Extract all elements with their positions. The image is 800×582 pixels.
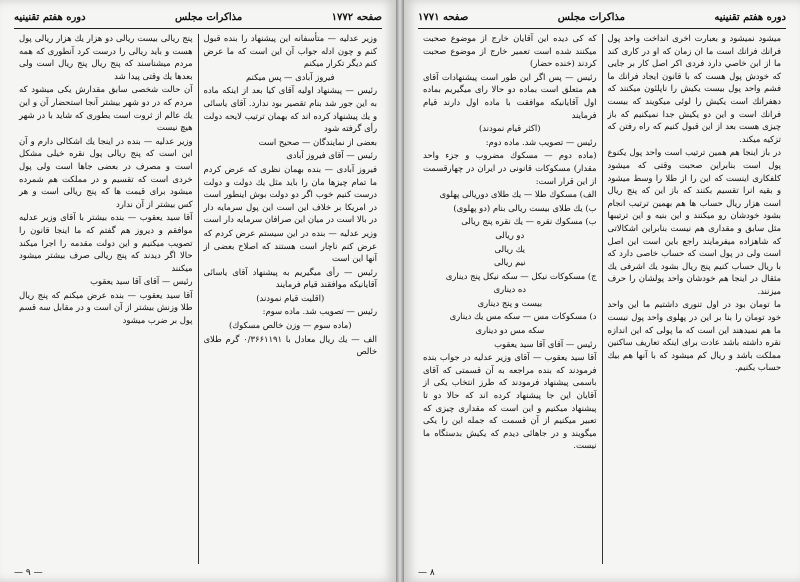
paragraph: رئيس — پس اگر اين طور است پيشنهادات آقاى هم متعلق است بماده دو حالا راى ميگيريم بماده اول آقايانيكه موافقت با ماده اول دارند قيام فرمايند (423, 71, 597, 120)
book-gutter (396, 0, 404, 582)
paragraph: رئيس — آقاى آقا سيد يعقوب (494, 338, 597, 349)
paragraph: آقا سيد يعقوب — بنده عرض ميكنم كه پنج ريال طلا وزنش بيشتر از آن است و در مقابل سه قسم پول بر ضرب ميشود (19, 289, 193, 326)
list-item: ب) مسكوك نقره — يك نقره پنج ريالى (461, 216, 597, 227)
right-col-right (603, 32, 787, 566)
page-footer-number: — ۹ — (14, 568, 43, 578)
paragraph: در باز اينجا هم همين ترتيب است واحد پول يكنوع پول است بنابراين صحبت وقتى كه ميشود كلفكارى اينست كه اين را از طلا را وسط میشود و بقیه انرا تقسيم بكنند كه باز اين كه پنج ريال است هزار ريال حساب ها هم بهمين ترتيب انجام بشود خودشان رو ميكنند و اين بنيه و اين ترتيبها مثل سابق و مقدارى هم نيست بنابراين اشكالاتى كه شاهزاده ميفرمايند راجع باين است اين اصل است ولى در پول است كه حساب خاصى دارد كه با ريال حساب كنيم پنج ريال بشود يك اشرفى يك مثقال در اينجا هم خودشان واحد پولشان را حرف ميزنند. (607, 147, 781, 296)
left-page-footer (14, 568, 382, 578)
paragraph: وزير عدليه — بنده در اين سيستم عرض كردم كه عرض كنم ناچار است هستند كه اصلاح بعضى از آنها اين است (203, 227, 377, 264)
left-col-right (199, 32, 383, 566)
page-number: صفحه ۱۷۷۲ (331, 11, 382, 23)
right-page-columns (418, 32, 786, 566)
list-item: سكه مس دو دينارى (475, 325, 545, 336)
header-rule (14, 28, 382, 29)
right-col-left (418, 32, 602, 566)
list-item: يك ريالى (494, 243, 525, 254)
paragraph: بعضى از نمايندگان — صحيح است (258, 136, 377, 147)
paragraph: كه كى ديده اين آقايان خارج از موضوع صحبت ميكنند شده است تعمير خارج از موضوع صحبت كردند (خنده حضار) (423, 33, 597, 69)
paragraph: آن حالت شخصى سابق مقدارش يكى ميشود كه مردم كه در دو شهر بيشتر آنجا استحضار آن و اين يك عالم از ثروت است بطوری كه شايد با در شهر هيچ نيست (19, 84, 193, 133)
list-item: د) مسكوكات مس — سكه مس يك دينارى (449, 311, 597, 322)
paragraph: فيروز آبادى — بنده بهمان نظرى كه عرض كردم ما تمام چيزها مان را بايد مثل يك دولت و دولت درست كنيم خوب اگر دو دولت بوش اينطور است در امريكا بر خلاف اين است اين پول سرمايه دار در بالا است در ميان اين صرافان سرمايه دار است (203, 163, 377, 225)
paragraph: وزير عدليه — بنده در اينجا يك اشكالى دارم و آن اين است كه پنج ريالى پول نقره خيلى مشكل است و مصرف در بعضى جاها است ولى پول خردى است كه تقسيم و در مملكت هم شمرده ميشود براى قيمت ها كه پنج ريالى است و هر كس بيشتر از آن ندارد (19, 135, 193, 209)
session-label: دوره هفتم تقنینیه (714, 11, 786, 23)
paragraph: آقا سيد يعقوب — بنده بيشتر با آقاى وزير عدليه موافقم و ديروز هم گفتم كه ما اينجا قانون را تصويب ميكنيم و اين دولت مقدمه را اجرا ميكند حالا اگر ديدند كه پنج ريالى صرف بيشتر ميشود ميكنند (19, 212, 193, 273)
paragraph: رئيس — رأى ميگيريم به پيشنهاد آقاى ياسائى آقايانيكه موافقند قيام فرمايند (203, 266, 377, 290)
list-item: ب) يك طلاى بيست ريالى بنام (دو پهلوى) (453, 202, 597, 213)
right-page-header (418, 8, 786, 26)
page-title: مذاكرات مجلس (175, 11, 243, 23)
right-page (404, 0, 800, 582)
session-label: دوره هفتم تقنینیه (14, 11, 86, 23)
paragraph: فيروز آبادى — پس ميكنم (245, 71, 335, 82)
left-page (0, 0, 396, 582)
list-item: ج) مسكوكات نيكل — سكه نيكل پنج دينارى (445, 270, 597, 281)
right-page-footer (418, 568, 786, 578)
paragraph: ما تومان بود در اول تنورى داشتيم ما اين واحد خود تومان را بنا بر اين در پهلوى واحد پول نيست ما هم نميدهند اين است كه ما پولى كه اين اندازه نقره داشته باشد عادت براى اينكه تعاريف ساكنين مملكت باشد و ريال كم ميشود كه با آنها هم بيك حساب بكنيم. (607, 299, 781, 373)
paragraph: میشود نمیشود و بعبارت اخرى انداخت واحد پول فرانك فرانك است ما ان زمان كه او در كارى كند ما از ابن خاصي دارد فردى اكر اصل كار بر جايى كه خودش پول هست كه با قانون ايجاد فرانك ما فشم واحد پول بيست يكيش را ناپلئون میكنند كه دهفرانك است يكيش را لوئى میكويند كه بيست فرانك است و اين دو يكيش جدا نميكنيم كه باز چيزى هست بعد از اين قبول كنيم كه راه رفتن كه تزكيه ميكند. (607, 33, 781, 144)
paragraph: آقا سيد يعقوب — آقاى وزير عدليه در جواب بنده فرمودند كه بنده مراجعه به آن قسمتى كه آقاى باسمى پيشنهاد فرمودند كه طرز انتخاب يكى از آقايان اين جا پيشنهاد كرده اند كه حالا دو تا پيشنهاد ميكنيم و اين است كه مقدارى چيزى كه تعبير ميكنيم از آن قسمت كه جمله اين را يكى ميگويند و در جاهائى ديدم كه يكيش بدستگاه ما نيست. (423, 352, 597, 451)
header-rule (418, 28, 786, 29)
paragraph: الف — يك ريال معادل با ۰/۳۶۶۱۱۹۱ گرم طلاى خالص (203, 333, 377, 357)
page-title: مذاكرات مجلس (557, 11, 625, 23)
paragraph: پنج ريالى بيست ريالى دو هزار يك هزار ريالى پول هست و بايد ريالى را درست كرد آنطورى كه همه مردم ميشناسند كه پنج ريال پنج ريال است ولى بعدها يك وقتى پيدا شد (19, 33, 193, 81)
paragraph: رئيس — تصويب شد. ماده دوم: (485, 136, 597, 147)
list-item: بيست و پنج دينارى (477, 297, 543, 308)
page-number: صفحه ۱۷۷۱ (418, 11, 469, 23)
page-footer-number: ۸ — (418, 568, 435, 578)
paragraph: (اكثر قيام نمودند) (478, 123, 541, 134)
paragraph: رئيس — آقاى فيروز آبادى (286, 150, 377, 161)
paragraph: رئيس — آقاى آقا سيد يعقوب (90, 276, 193, 287)
left-page-columns (14, 32, 382, 566)
paragraph: (ماده سوم — وزن خالص مسكوك) (229, 320, 352, 331)
paragraph: رئيس — پيشنهاد اوليه آقاى كيا بعد از اينكه ماده به اين جور شد بنام تقصير بود ندارد. آقاى ياسائى و يك پيشنهاد كرده اند كه بهمان ترتيب لايحه دولت رأى گرفته شود (203, 85, 377, 134)
list-item: الف) مسكوك طلا — يك طلاى دوريالى پهلوى (439, 189, 597, 200)
paragraph: وزير عدليه — متأسفانه اين پيشنهاد را بنده قبول كنم و چون ادله جواب آن اين است كه ما عرض كنم ديگر تكرار ميكنم (203, 33, 377, 69)
paragraph: (ماده دوم — مسكوك مضروب و جزء واحد مقدار) مسكوكات قانونى در ايران در چهارقسمت از اين قرار است: (423, 150, 597, 186)
list-item: دو ريالى (495, 229, 525, 240)
left-page-header (14, 8, 382, 26)
paragraph: رئيس — تصويب شد. ماده سوم: (262, 306, 377, 317)
list-item: ده دينارى (493, 284, 527, 295)
list-item: نيم ريالى (493, 257, 526, 268)
paragraph: (اقليت قيام نمودند) (256, 292, 325, 303)
left-col-left (14, 32, 198, 566)
